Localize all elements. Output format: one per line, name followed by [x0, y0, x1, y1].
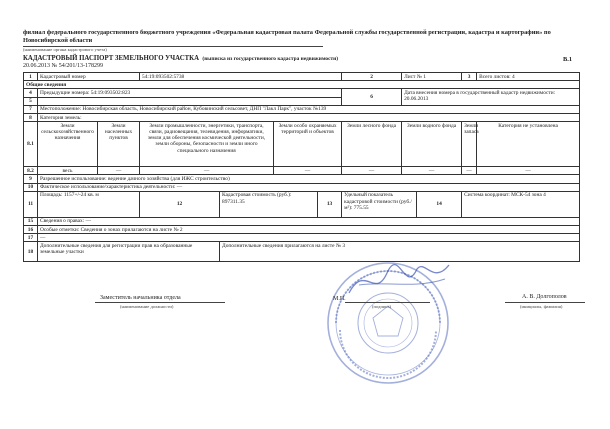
signer-name-line [505, 302, 585, 303]
coordinate-system: Система координат: МСК-54 зона 4 [462, 191, 580, 217]
row-8-2 [24, 167, 580, 175]
land-category-label: Категория земель: [38, 114, 580, 122]
unit-cost: Удельный показатель кадастровой стоимости (руб./м²): 775.55 [342, 191, 417, 217]
row-number: 8.1 [24, 122, 38, 167]
value-forest: — [342, 167, 402, 175]
row-general [24, 81, 580, 89]
previous-numbers: Предыдущие номера: 54:19:093502:823 [38, 89, 342, 97]
title-main: КАДАСТРОВЫЙ ПАСПОРТ ЗЕМЕЛЬНОГО УЧАСТКА [23, 55, 200, 62]
additional-info-sheet: Дополнительные сведения прилагаются на листе № 3 [220, 242, 580, 262]
signer-position: Заместитель начальника отдела [100, 295, 181, 301]
category-reserve: Земли запаса [462, 122, 477, 167]
row-16 [24, 226, 580, 234]
signature-caption: (подпись) [372, 304, 392, 309]
row-4 [24, 89, 580, 97]
row-number: 8 [24, 114, 38, 122]
category-settlements: Земли населенных пунктов [98, 122, 140, 167]
rights-info: Сведения о правах: — [38, 217, 580, 225]
row-18 [24, 242, 580, 262]
sheet-number: Лист № 1 [402, 73, 462, 81]
row-1 [24, 73, 580, 81]
row-number: 1 [24, 73, 38, 81]
date-entered: Дата внесения номера в государственный кадастр недвижимости: 20.06.2013 [402, 89, 580, 105]
row-number: 18 [24, 242, 38, 262]
total-sheets: Всего листов: 4 [477, 73, 580, 81]
row-17 [24, 234, 580, 242]
row-9 [24, 175, 580, 183]
permitted-use: Разрешенное использование: ведение дачного хозяйства (для ИЖС строительство) [38, 175, 580, 183]
actual-use: Фактическое использование/характеристика деятельности: — [38, 183, 580, 191]
org-caption: (наименование органа кадастрового учета) [23, 47, 107, 52]
signer-position-caption: (наименование должности) [120, 304, 174, 309]
value-water: — [402, 167, 462, 175]
value-settlements: — [98, 167, 140, 175]
row-number: 3 [462, 73, 477, 81]
handwritten-signature [345, 255, 455, 305]
row-15 [24, 217, 580, 225]
row-number: 8.2 [24, 167, 38, 175]
value-not-set: — [477, 167, 580, 175]
row-number: 6 [342, 89, 402, 105]
row-11 [24, 191, 580, 217]
organization-name: филиал федерального государственного бюджетного учреждения «Федеральная кадастровая палата Федеральной службы государственной регистрации, кадастра и картографии» по Новосибирской области [23, 29, 551, 44]
value-protected: — [274, 167, 342, 175]
row-number: 2 [342, 73, 402, 81]
row-5-value [38, 97, 342, 105]
cadastral-number-label: Кадастровый номер [38, 73, 140, 81]
category-agricultural: Земли сельскохозяйственного назначения [38, 122, 98, 167]
sheet-code: В.1 [563, 56, 573, 63]
signer-name: А. В. Долгополов [522, 294, 567, 300]
row-number: 13 [318, 191, 342, 217]
category-industry: Земли промышленности, энергетики, транспорта, связи, радиовещания, телевидения, информатики, земли для обеспечения космической деятельности, земли обороны, безопасности и земли иного специального назначения [140, 122, 274, 167]
row-number: 17 [24, 234, 38, 242]
seal-place-mark: М.П. [333, 296, 346, 302]
area: Площадь: 1157+/-24 кв. м [38, 191, 140, 217]
cadastral-cost: Кадастровая стоимость (руб.): 897311.35 [220, 191, 318, 217]
row-number: 7 [24, 105, 38, 113]
signer-name-caption: (инициалы, фамилия) [520, 304, 563, 309]
location: Местоположение: Новосибирская область, Новосибирский район, Кубовинский сельсовет, ДНП "Лакл Парк", участок №139 [38, 105, 580, 113]
row-7 [24, 105, 580, 113]
row-17-value: — [38, 234, 580, 242]
category-protected: Земли особо охраняемых территорий и объектов [274, 122, 342, 167]
date-and-number: 20.06.2013 № 54/201/13-178299 [23, 63, 104, 69]
row-number: 9 [24, 175, 38, 183]
row-number: 11 [24, 191, 38, 217]
passport-table [23, 72, 580, 262]
value-reserve: — [462, 167, 477, 175]
row-number: 15 [24, 217, 38, 225]
document-title [23, 55, 338, 62]
row-number: 4 [24, 89, 38, 97]
row-number: 14 [417, 191, 462, 217]
special-notes: Особые отметки: Сведения о зонах прилагаются на листе № 2 [38, 226, 580, 234]
category-forest: Земли лесного фонда [342, 122, 402, 167]
additional-registration-info: Дополнительные сведения для регистрации прав на образованные земельные участки [38, 242, 220, 262]
value-industry: — [140, 167, 274, 175]
title-sub: (выписка из государственного кадастра недвижимости) [202, 56, 339, 62]
row-number: 16 [24, 226, 38, 234]
general-info-heading: Общие сведения [24, 81, 580, 89]
cadastral-number-value: 54:19:093502:5738 [140, 73, 342, 81]
value-agricultural: весь [38, 167, 98, 175]
row-number: 5 [24, 97, 38, 105]
category-water: Земли водного фонда [402, 122, 462, 167]
row-number: 12 [140, 191, 220, 217]
category-not-set: Категория не установлена [477, 122, 580, 167]
signer-position-line [95, 302, 225, 303]
row-10 [24, 183, 580, 191]
row-8-1 [24, 122, 580, 167]
row-number: 10 [24, 183, 38, 191]
row-8 [24, 114, 580, 122]
signature-line [345, 302, 430, 303]
